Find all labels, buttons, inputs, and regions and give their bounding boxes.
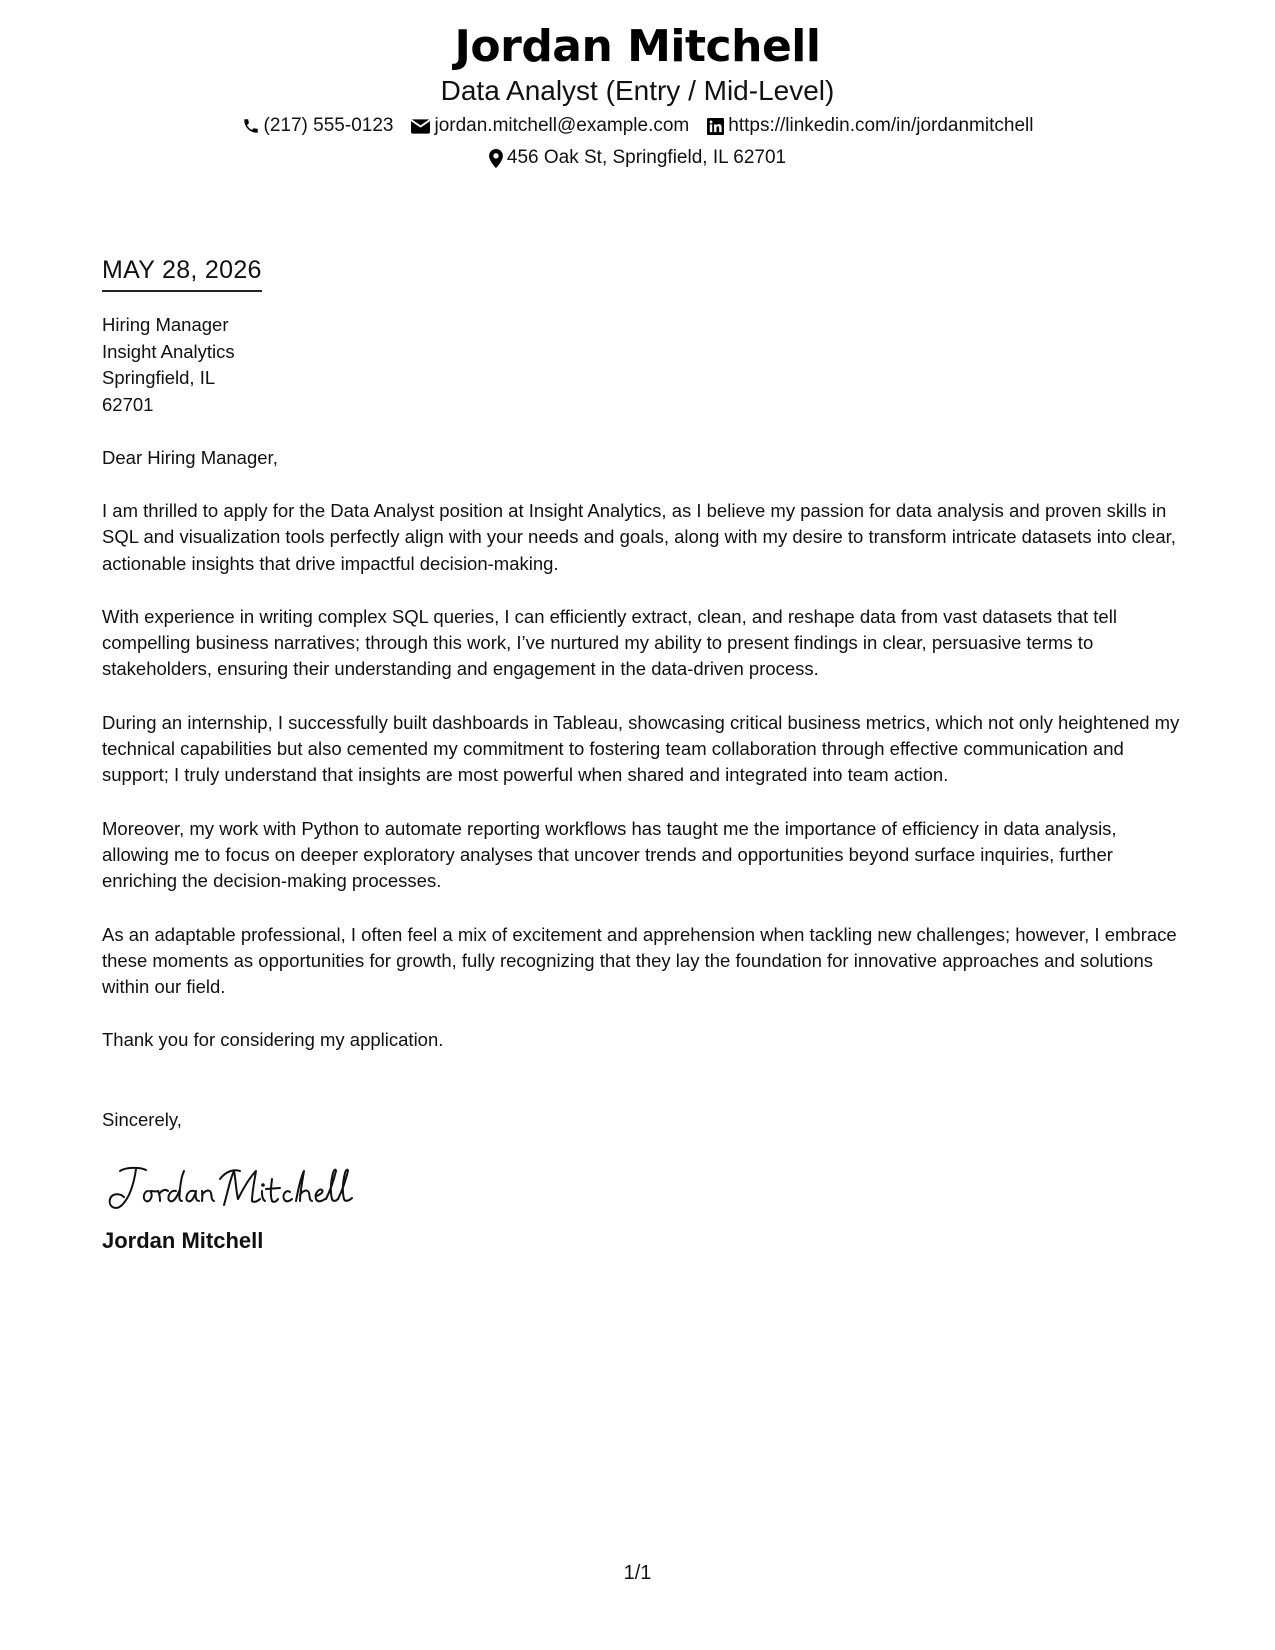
closing: Sincerely, (102, 1108, 182, 1130)
paragraph: I am thrilled to apply for the Data Analyst position at Insight Analytics, as I believe my passion for data analysis and proven skills in SQL and visualization tools perfectly align with your needs and goals, along with my desire to transform intricate datasets into clear, actionable insights that drive impactful decision-making. (102, 500, 1176, 574)
recipient-line: 62701 (102, 393, 154, 415)
letter-body (102, 254, 1182, 1255)
contact-line (0, 114, 1275, 138)
paragraph: During an internship, I successfully built dashboards in Tableau, showcasing critical business metrics, which not only heightened my technical capabilities but also cemented my commitment to fostering team collaboration through effective communication and support; I truly understand that insights are most powerful when shared and integrated into team action. (102, 711, 1180, 786)
map-pin-icon (489, 149, 503, 168)
contact-email[interactable] (411, 114, 689, 138)
signer-name: Jordan Mitchell (102, 1227, 264, 1253)
recipient-block (102, 312, 1182, 418)
contact-phone (242, 114, 394, 138)
handwritten-signature (102, 1161, 372, 1215)
paragraph: With experience in writing complex SQL queries, I can efficiently extract, clean, and reshape data from vast datasets that tell compelling business narratives; through this work, I’ve nurtured my ability to present findings in clear, persuasive terms to stakeholders, ensuring their understanding and engagement in the data-driven process. (102, 605, 1117, 680)
letter-date: MAY 28, 2026 (102, 254, 262, 292)
linkedin-icon (707, 118, 724, 135)
envelope-icon (411, 119, 430, 134)
street-address: 456 Oak St, Springfield, IL 62701 (506, 147, 787, 168)
contact-address (489, 146, 786, 170)
recipient-line: Hiring Manager (102, 314, 229, 335)
address-line (0, 146, 1275, 170)
paragraph: Moreover, my work with Python to automate reporting workflows has taught me the importance of efficiency in data analysis, allowing me to focus on deeper exploratory analyses that uncover trends and opportunities beyond surface inquiries, further enriching the decision-making processes. (102, 817, 1117, 892)
applicant-title: Data Analyst (Entry / Mid-Level) (440, 75, 835, 106)
phone-icon (242, 117, 260, 135)
letter-header (0, 18, 1275, 170)
paragraph: Thank you for considering my application. (102, 1029, 444, 1051)
recipient-line: Insight Analytics (102, 340, 235, 362)
contact-linkedin[interactable] (707, 114, 1033, 138)
linkedin-url[interactable]: https://linkedin.com/in/jordanmitchell (728, 115, 1034, 136)
recipient-line: Springfield, IL (102, 367, 216, 388)
applicant-name: Jordan Mitchell (454, 21, 821, 72)
salutation: Dear Hiring Manager, (102, 447, 278, 468)
phone-number: (217) 555-0123 (263, 115, 394, 136)
email-address[interactable]: jordan.mitchell@example.com (434, 115, 690, 136)
page-number: 1/1 (623, 1562, 652, 1584)
paragraph: As an adaptable professional, I often feel a mix of excitement and apprehension when tackling new challenges; however, I embrace these moments as opportunities for growth, fully recognizing that they lay the foundation for innovative approaches and solutions within our field. (102, 923, 1177, 998)
